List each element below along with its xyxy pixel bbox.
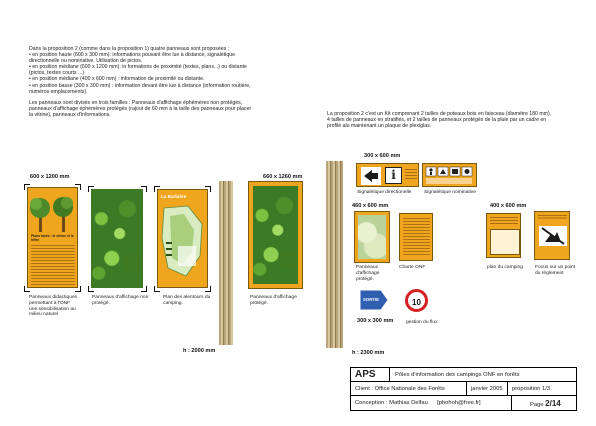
conception-label: Conception : Mathias Delfau (355, 400, 428, 406)
dim-660x1260: 660 x 1260 mm (263, 174, 303, 180)
directional-sign (356, 163, 419, 187)
plan-caption: Plan des alentours du camping. (163, 295, 211, 306)
charte-panel (399, 213, 433, 261)
speed-limit-value: 10 (412, 298, 421, 307)
kit-description (327, 111, 577, 129)
didactic-panel (27, 187, 78, 288)
title-cell (389, 367, 577, 382)
wood-pole-right (326, 161, 343, 348)
speed-limit-sign (405, 289, 428, 312)
facility-pictos-icon (424, 166, 476, 186)
plan-panel (157, 189, 208, 288)
protected-caption: Panneaux d'affichage protégé. (250, 295, 297, 306)
intro-line: • en position basse (300 x 300 mm) : information devant être lue à distance (information routière, (29, 82, 251, 89)
project-title: Pôles d'information des campings ONF en forêts (395, 372, 520, 378)
plan-title: La Barbière (161, 194, 187, 199)
kit-line: 4 tailles de panneaux en stratifiés, et 2 tailles de panneaux protégés de la pluie par un cadre en (327, 117, 547, 124)
sortie-label: SORTIE (363, 297, 379, 302)
didactic-text-block (31, 245, 75, 285)
height-2300: h : 2300 mm (352, 350, 385, 356)
intro-line: numéros emplacements). (29, 88, 88, 95)
height-2000: h : 2000 mm (183, 348, 216, 354)
camping-plan-panel (486, 213, 521, 258)
charte-caption: Charte ONF (399, 265, 426, 270)
tree-illustration-icon (28, 190, 77, 235)
intro-line: Dans la proposition 2 (comme dans la proposition 1) quatre panneaux sont proposées : (29, 46, 230, 52)
affichage-caption: Panneaux d'affichage non protégé. (92, 295, 149, 306)
arrow-left-icon (361, 167, 381, 185)
proposition-label: proposition 1/3 (512, 386, 551, 392)
intro-line: • en position haute (600 x 300 mm): informations pouvant être lue à distance, signalétique (29, 52, 235, 59)
focus-caption: Focus sur un point du règlement (535, 265, 576, 276)
email-label: [phohoh@free.fr] (437, 400, 481, 406)
conception-cell (350, 395, 512, 411)
intro-text (29, 46, 289, 118)
intro-line: • en position médiane (600 x 1200 mm): in formations de proximité (textes, plans...) ou distante (29, 64, 247, 71)
nominative-caption: Signalétique nominative (424, 190, 476, 195)
aps-cell (350, 367, 390, 382)
didactic-title: Plans lavés : le chêne et le hêtre (31, 234, 74, 242)
proposition-cell (507, 381, 577, 396)
families-line: panneaux d'affichage éphémères protégés (rajout de 60 mm à la taille des panneaux pour placer (29, 105, 252, 112)
plan-map-icon (158, 202, 207, 282)
flux-caption: gestion du flux (406, 320, 438, 325)
page-cell (511, 395, 577, 411)
page-number: 2/14 (545, 399, 561, 408)
date-label: janvier 2005 (471, 386, 503, 392)
kit-line: profilé alu maintenant un plaque de plexiglas. (327, 123, 432, 130)
focus-panel (534, 211, 570, 260)
dim-300x600: 300 x 600 mm (364, 153, 401, 159)
charte-text (403, 218, 430, 256)
text-lines (405, 169, 417, 181)
intro-line: (pictos, textes courts ...) (29, 70, 85, 77)
camping-plan-caption: plan du camping (487, 265, 523, 270)
aps-label: APS (355, 369, 376, 380)
intro-line: directionnelle ou nominative. Utilisation de pictos. (29, 58, 143, 65)
date-cell (466, 381, 508, 396)
client-label: Client : Office Nationale des Forêts (355, 386, 445, 392)
affichage-photo-panel (91, 189, 143, 288)
dim-300x300: 300 x 300 mm (357, 318, 394, 324)
protected-frame (248, 181, 303, 289)
intro-line: • en position médiane (400 x 600 mm) : information de proximité ou distante. (29, 76, 205, 83)
dim-460x600: 460 x 600 mm (352, 203, 389, 209)
didactic-caption: Panneaux didactiques permettant à l'ONF une sensibilisation au milieu naturel (29, 295, 78, 318)
families-line: Les panneaux sont divisés en trois familles : Panneaux d'affichage éphémères non protégés, (29, 99, 243, 106)
dim-400x600: 400 x 600 mm (490, 203, 527, 209)
wood-pole-left (219, 181, 233, 345)
families-line: la vitrine), panneaux d'informations. (29, 111, 111, 118)
info-icon: i (385, 167, 402, 184)
dim-600x1200: 600 x 1200 mm (30, 174, 70, 180)
client-cell (350, 381, 467, 396)
directional-caption: Signalétique directionelle (357, 190, 412, 195)
protected-small-frame (354, 211, 390, 263)
nominative-sign (422, 163, 477, 187)
protected-small-caption: Panneaux d'affichage protégé. (356, 265, 380, 282)
kit-line: La proposition 2 c'est un Kit comprenant 2 tailles de poteaux bois en faisceau (diamètre 180 mm), (327, 111, 552, 117)
page-prefix: Page (530, 402, 544, 408)
no-fire-icon (539, 226, 567, 246)
